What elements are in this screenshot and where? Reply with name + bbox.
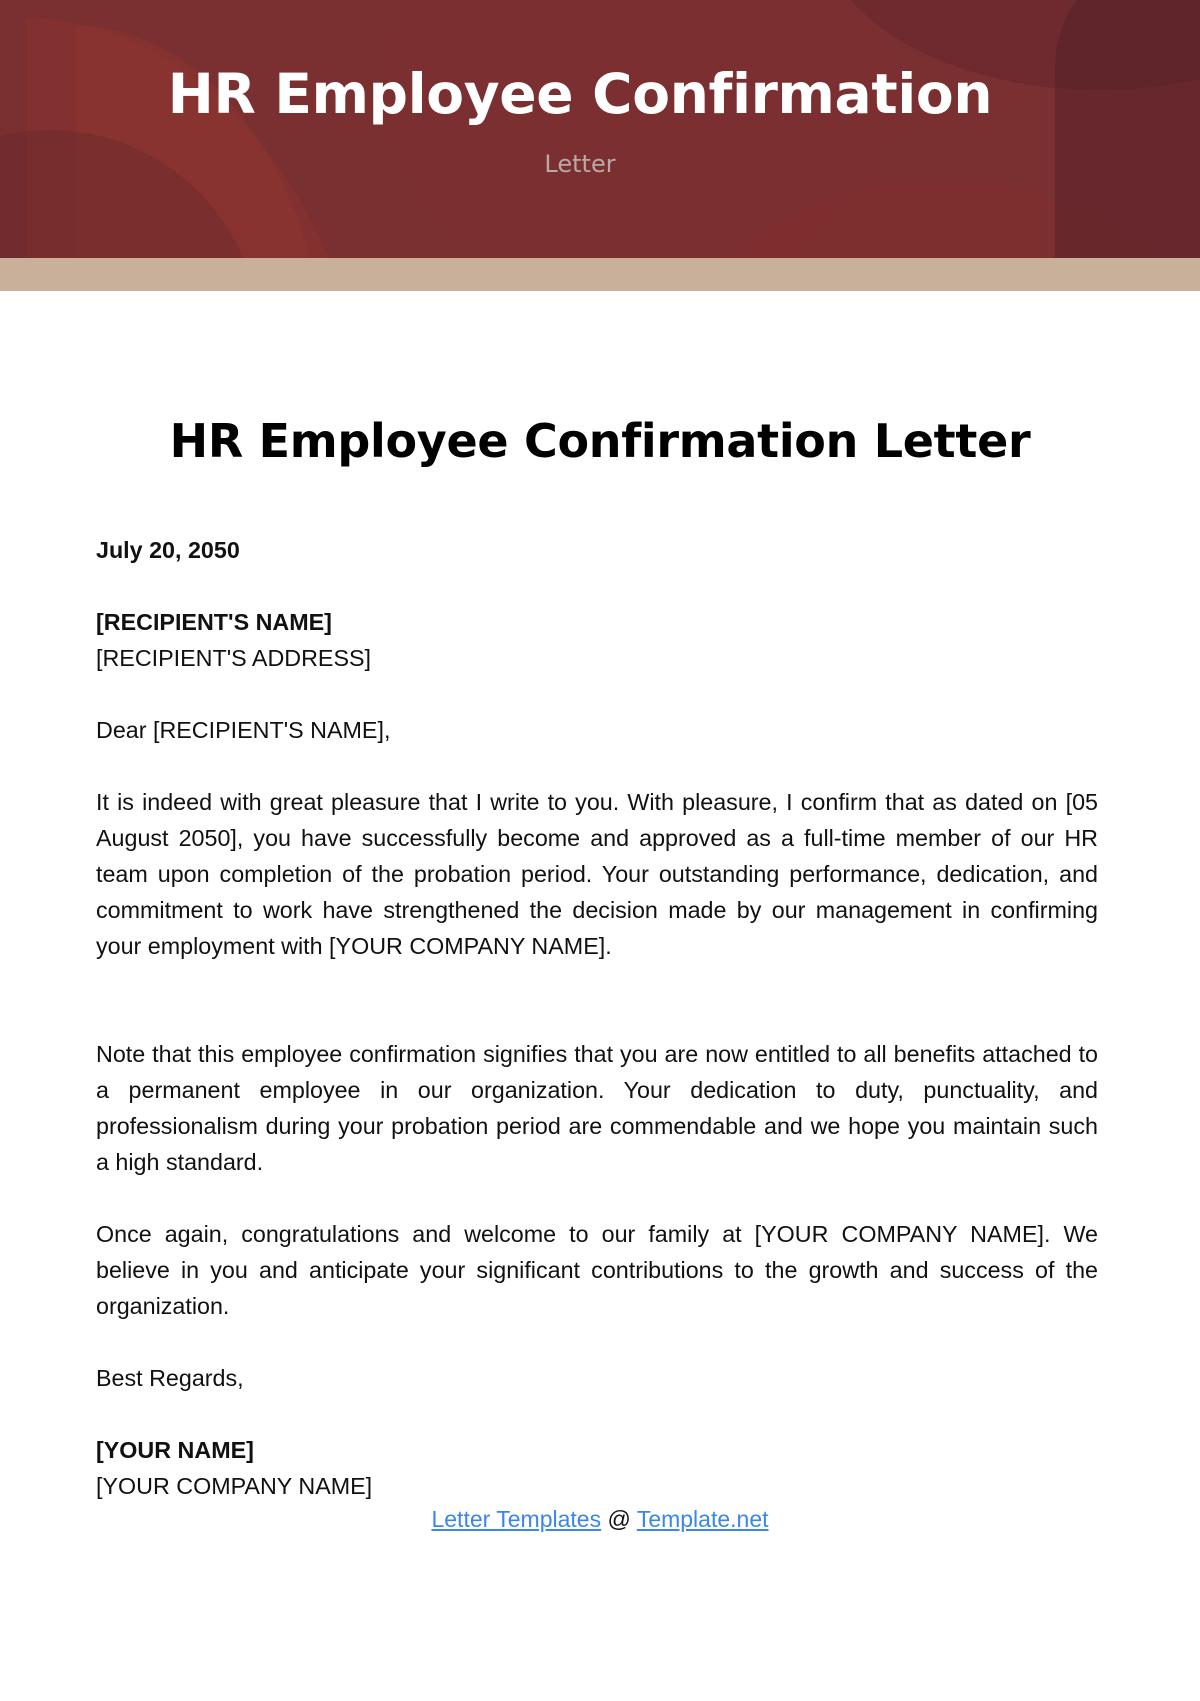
paragraph-benefits: Note that this employee confirmation signifies that you are now entitled to all benefits attached to a permanent employee in our organization. Your dedication to duty, punctuality, and professionalism during your probation period are commendable and we hope you maintain such a high standard. [96, 1041, 1098, 1175]
header-banner [0, 0, 1200, 258]
letter-date: July 20, 2050 [96, 537, 240, 563]
banner-subtitle: Letter [544, 150, 616, 178]
footer-separator: @ [601, 1506, 637, 1532]
paragraph-confirmation: It is indeed with great pleasure that I write to you. With pleasure, I confirm that as dated on [05 August 2050], you have successfully become and approved as a full-time member of our HR team upon completion of the probation period. Your outstanding performance, dedication, and commitment to work have strengthened the decision made by our management in confirming your employment with [YOUR COMPANY NAME]. [96, 789, 1098, 959]
letter-templates-link[interactable]: Letter Templates [431, 1506, 602, 1532]
document-title: HR Employee Confirmation Letter [169, 414, 1031, 468]
decorative-shape [1055, 0, 1200, 258]
footer-attribution [0, 1506, 1200, 1533]
recipient-address: [RECIPIENT'S ADDRESS] [96, 645, 372, 671]
salutation: Dear [RECIPIENT'S NAME], [96, 717, 391, 743]
sender-name: [YOUR NAME] [96, 1437, 254, 1463]
sender-company: [YOUR COMPANY NAME] [96, 1473, 373, 1499]
paragraph-welcome: Once again, congratulations and welcome to our family at [YOUR COMPANY NAME]. We believe in you and anticipate your significant contributions to the growth and success of the organization. [96, 1221, 1098, 1319]
template-net-link[interactable]: Template.net [636, 1506, 769, 1532]
banner-title: HR Employee Confirmation [167, 62, 993, 126]
closing: Best Regards, [96, 1365, 244, 1391]
accent-band [0, 258, 1200, 291]
recipient-name: [RECIPIENT'S NAME] [96, 609, 332, 635]
